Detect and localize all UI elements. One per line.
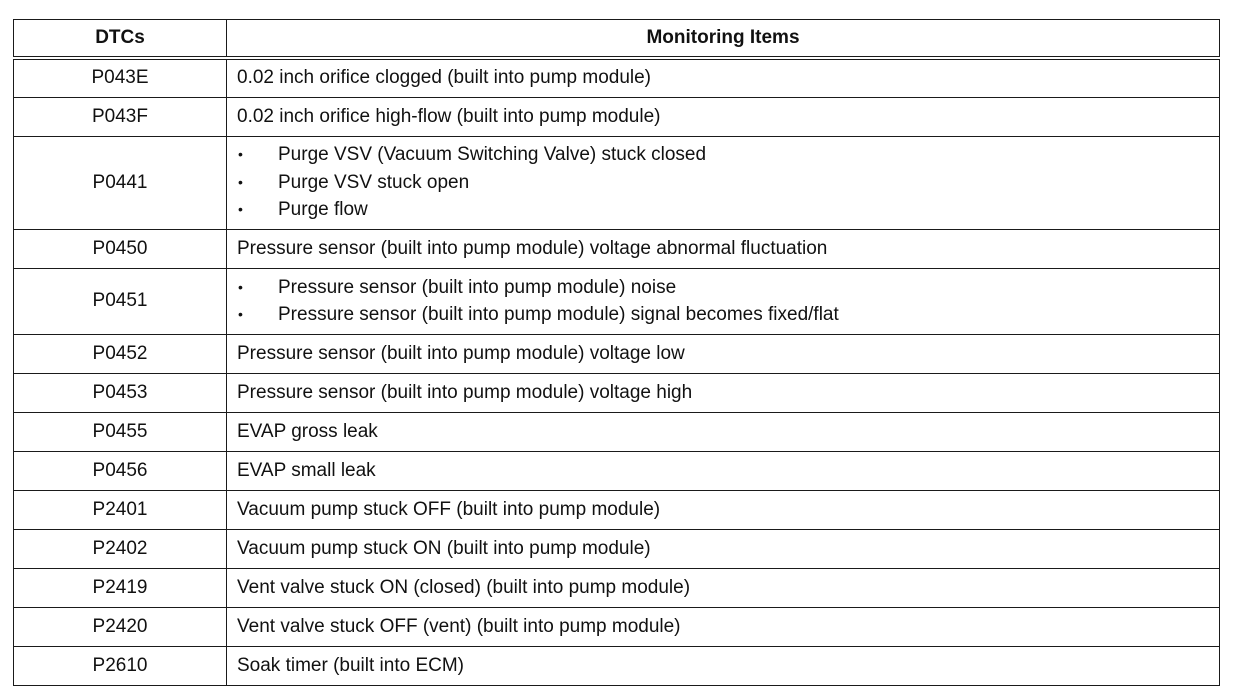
monitoring-item-cell: [227, 229, 1220, 268]
bullet-icon: •: [238, 278, 243, 295]
monitoring-item-cell: [227, 490, 1220, 529]
monitoring-item-text: Pressure sensor (built into pump module) voltage low: [237, 342, 685, 364]
monitoring-item-text: Vent valve stuck ON (closed) (built into pump module): [237, 576, 691, 598]
monitoring-item-cell: [227, 97, 1220, 136]
monitoring-item-cell: [227, 646, 1220, 685]
dtc-code-cell: P0452: [14, 334, 227, 373]
monitoring-item-text: 0.02 inch orifice high-flow (built into pump module): [237, 105, 661, 127]
monitoring-item-cell: [227, 373, 1220, 412]
dtc-code-cell: P2420: [14, 607, 227, 646]
monitoring-item-text: 0.02 inch orifice clogged (built into pump module): [237, 67, 652, 89]
table-row: [14, 334, 1220, 373]
dtc-code-cell: P2402: [14, 529, 227, 568]
monitoring-item-cell: [227, 451, 1220, 490]
dtc-code-cell: P0453: [14, 373, 227, 412]
list-item: [237, 169, 1219, 197]
monitoring-item-text: Pressure sensor (built into pump module) voltage abnormal fluctuation: [237, 237, 828, 259]
monitoring-item-text: Soak timer (built into ECM): [237, 654, 465, 676]
header-dtcs: DTCs: [14, 20, 227, 59]
monitoring-item-list: [237, 274, 1219, 329]
monitoring-item-cell: [227, 268, 1220, 334]
list-item: [237, 274, 1219, 302]
table-row: [14, 451, 1220, 490]
dtc-code-cell: P0450: [14, 229, 227, 268]
table-row: [14, 373, 1220, 412]
bullet-icon: •: [238, 201, 243, 218]
dtc-code-cell: P043F: [14, 97, 227, 136]
monitoring-item-text: Vacuum pump stuck ON (built into pump module): [237, 537, 651, 559]
monitoring-item-text: Pressure sensor (built into pump module) signal becomes fixed/flat: [278, 304, 839, 325]
monitoring-item-cell: [227, 136, 1220, 229]
table-row: [14, 97, 1220, 136]
monitoring-item-cell: [227, 568, 1220, 607]
table-header-row: [14, 20, 1220, 59]
bullet-icon: •: [238, 173, 243, 190]
monitoring-item-text: EVAP small leak: [237, 459, 376, 481]
table-row: [14, 136, 1220, 229]
header-monitoring-items: Monitoring Items: [227, 20, 1220, 59]
dtc-monitoring-table: [13, 19, 1220, 686]
dtc-code-cell: P2419: [14, 568, 227, 607]
bullet-icon: •: [238, 146, 243, 163]
monitoring-item-text: Purge VSV (Vacuum Switching Valve) stuck closed: [278, 144, 707, 166]
list-item: [237, 301, 1219, 329]
table-row: [14, 412, 1220, 451]
monitoring-item-list: [237, 141, 1219, 224]
monitoring-item-cell: [227, 412, 1220, 451]
dtc-code-cell: P0451: [14, 268, 227, 334]
monitoring-item-cell: [227, 58, 1220, 97]
table-body: [14, 58, 1220, 685]
table-row: [14, 268, 1220, 334]
monitoring-item-cell: [227, 529, 1220, 568]
dtc-code-cell: P2610: [14, 646, 227, 685]
table-row: [14, 490, 1220, 529]
dtc-code-cell: P0455: [14, 412, 227, 451]
monitoring-item-text: Pressure sensor (built into pump module) voltage high: [237, 381, 693, 403]
monitoring-item-text: Purge VSV stuck open: [278, 171, 470, 193]
table-row: [14, 229, 1220, 268]
dtc-code-cell: P0441: [14, 136, 227, 229]
monitoring-item-text: Vent valve stuck OFF (vent) (built into pump module): [237, 615, 681, 637]
dtc-code-cell: P043E: [14, 58, 227, 97]
table-row: [14, 607, 1220, 646]
table-row: [14, 646, 1220, 685]
monitoring-item-text: EVAP gross leak: [237, 420, 378, 442]
monitoring-item-cell: [227, 334, 1220, 373]
monitoring-item-text: Pressure sensor (built into pump module) noise: [278, 276, 677, 298]
table-row: [14, 568, 1220, 607]
monitoring-item-text: Purge flow: [278, 199, 368, 221]
list-item: [237, 141, 1219, 169]
list-item: [237, 196, 1219, 224]
bullet-icon: •: [238, 306, 243, 322]
dtc-code-cell: P0456: [14, 451, 227, 490]
monitoring-item-text: Vacuum pump stuck OFF (built into pump module): [237, 498, 661, 520]
dtc-code-cell: P2401: [14, 490, 227, 529]
monitoring-item-cell: [227, 607, 1220, 646]
table-row: [14, 529, 1220, 568]
table-row: [14, 58, 1220, 97]
